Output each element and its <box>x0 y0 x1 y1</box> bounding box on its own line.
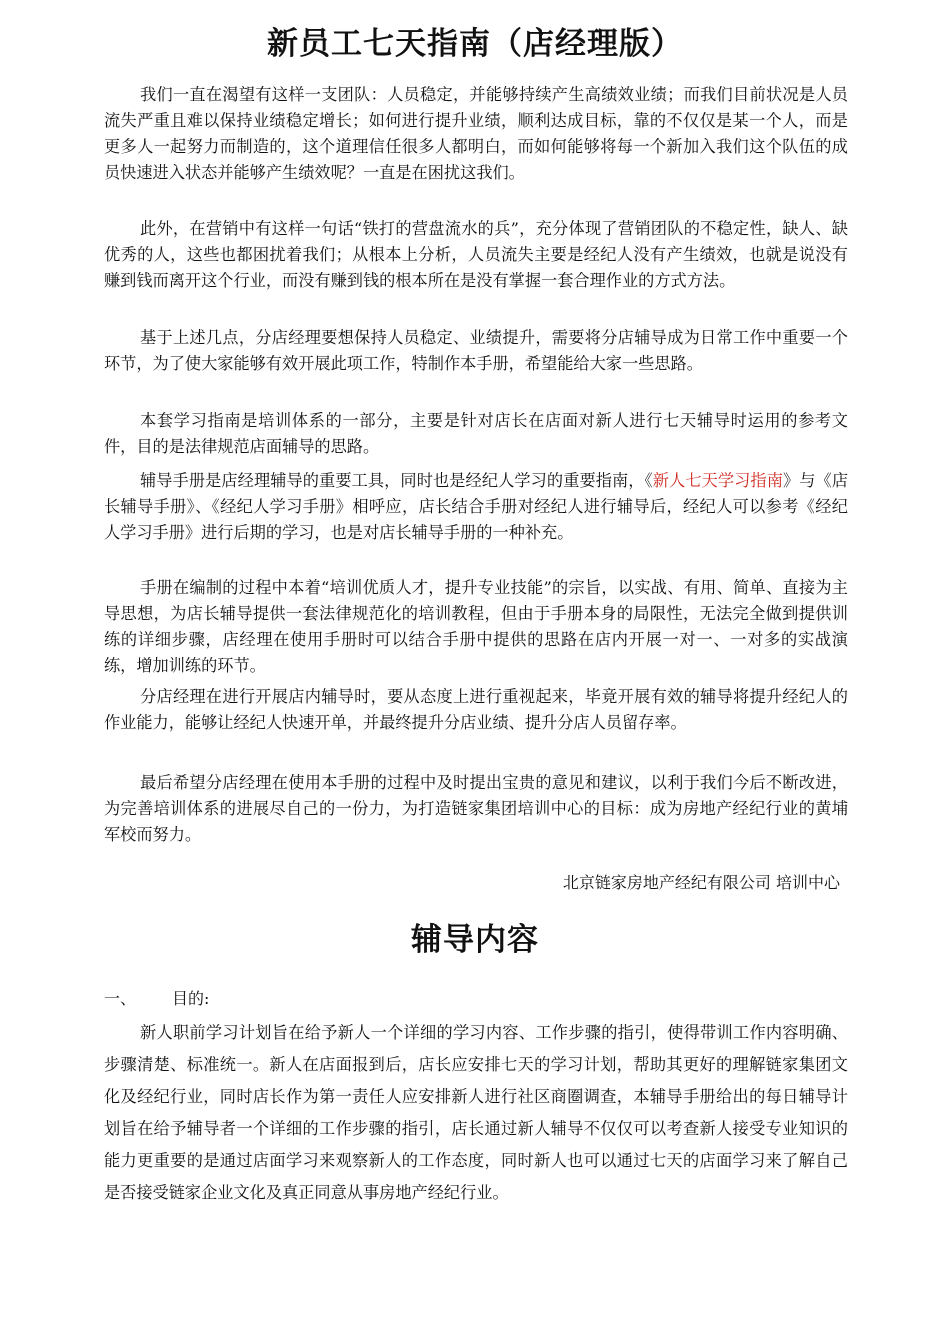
intro-paragraph-4: 本套学习指南是培训体系的一部分，主要是针对店长在店面对新人进行七天辅导时运用的参考文件，目的是法律规范店面辅导的思路。 <box>104 411 848 456</box>
intro-paragraph-1: 我们一直在渴望有这样一支团队：人员稳定，并能够持续产生高绩效业绩；而我们目前状况是人员流失严重且难以保持业绩稳定增长；如何进行提升业绩，顺利达成目标，靠的不仅仅是某一个人，而是更多人一起努力而制造的，这个道理信任很多人都明白，而如何能够将每一个新加入我们这个队伍的成员快速进入状态并能够产生绩效呢？一直是在困扰这我们。 <box>104 85 848 182</box>
signature-line: 北京链家房地产经纪有限公司 培训中心 <box>562 873 840 892</box>
intro-paragraph-5 <box>104 468 848 546</box>
section-1-heading-text: 目的: <box>172 989 210 1008</box>
section-title: 辅导内容 <box>411 922 539 958</box>
section-1-body: 新人职前学习计划旨在给予新人一个详细的学习内容、工作步骤的指引，使得带训工作内容明确、步骤清楚、标准统一。新人在店面报到后，店长应安排七天的学习计划，帮助其更好的理解链家集团文化及经纪行业，同时店长作为第一责任人应安排新人进行社区商圈调查，本辅导手册给出的每日辅导计划旨在给予辅导者一个详细的工作步骤的指引，店长通过新人辅导不仅仅可以考查新人接受专业知识的能力更重要的是通过店面学习来观察新人的工作态度，同时新人也可以通过七天的店面学习来了解自己是否接受链家企业文化及真正同意从事房地产经纪行业。 <box>104 1023 848 1202</box>
document-title: 新员工七天指南（店经理版） <box>267 26 683 62</box>
intro-paragraph-8: 最后希望分店经理在使用本手册的过程中及时提出宝贵的意见和建议，以利于我们今后不断改进，为完善培训体系的进展尽自己的一份力，为打造链家集团培训中心的目标：成为房地产经纪行业的黄埔军校而努力。 <box>104 773 848 844</box>
intro-paragraph-7: 分店经理在进行开展店内辅导时，要从态度上进行重视起来，毕竟开展有效的辅导将提升经纪人的作业能力，能够让经纪人快速开单，并最终提升分店业绩、提升分店人员留存率。 <box>104 687 848 732</box>
section-1-heading <box>104 987 209 1011</box>
intro-paragraph-3: 基于上述几点，分店经理要想保持人员稳定、业绩提升，需要将分店辅导成为日常工作中重要一个环节，为了使大家能够有效开展此项工作，特制作本手册，希望能给大家一些思路。 <box>104 328 848 373</box>
intro-paragraph-6: 手册在编制的过程中本着“培训优质人才，提升专业技能”的宗旨，以实战、有用、简单、直接为主导思想，为店长辅导提供一套法律规范化的培训教程，但由于手册本身的局限性，无法完全做到提供训练的详细步骤，店经理在使用手册时可以结合手册中提供的思路在店内开展一对一、一对多的实战演练，增加训练的环节。 <box>104 578 848 675</box>
section-1-number: 一、 <box>104 989 137 1008</box>
highlighted-guide-title: 新人七天学习指南 <box>652 471 783 490</box>
para5-text-before: 辅导手册是店经理辅导的重要工具，同时也是经纪人学习的重要指南，《 <box>140 471 653 490</box>
intro-paragraph-2: 此外，在营销中有这样一句话“铁打的营盘流水的兵”，充分体现了营销团队的不稳定性，缺人、缺优秀的人，这些也都困扰着我们；从根本上分析，人员流失主要是经纪人没有产生绩效，也就是说没有赚到钱而离开这个行业，而没有赚到钱的根本所在是没有掌握一套合理作业的方式方法。 <box>104 219 848 290</box>
para5-text-after: 》与《店长辅导手册》、《经纪人学习手册》相呼应，店长结合手册对经纪人进行辅导后，经纪人可以参考《经纪人学习手册》进行后期的学习，也是对店长辅导手册的一种补充。 <box>104 471 849 542</box>
